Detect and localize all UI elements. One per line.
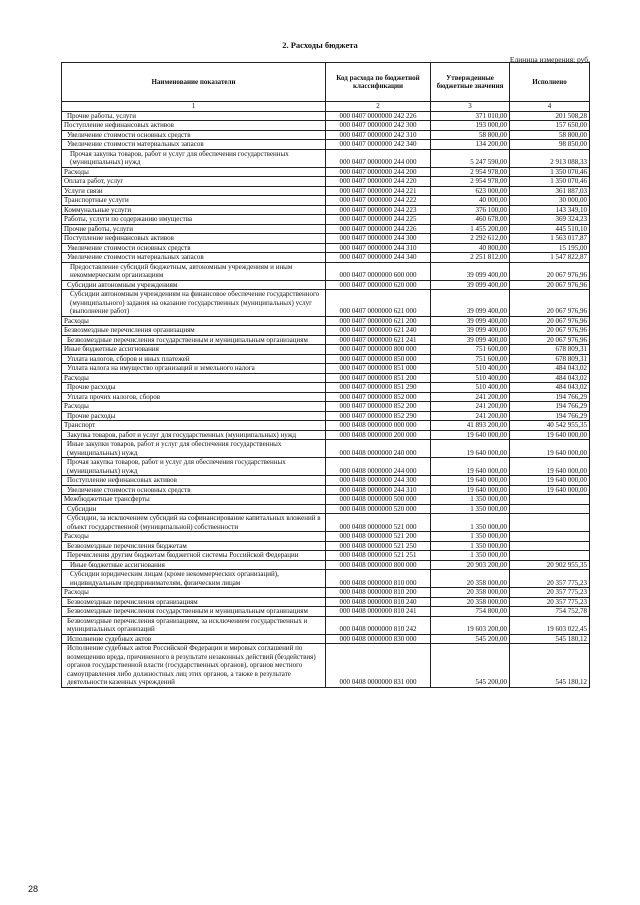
expenses-table: [61, 62, 590, 688]
row-expense-code: 000 0408 0000000 831 000: [326, 644, 431, 688]
row-executed-amount: 754 752,78: [510, 607, 590, 617]
row-executed-amount: 194 766,29: [510, 411, 590, 421]
row-name: Закупка товаров, работ и услуг для государственных (муниципальных) нужд: [62, 430, 326, 440]
row-approved-amount: 2 954 978,00: [431, 167, 510, 177]
row-approved-amount: 134 200,00: [431, 140, 510, 150]
row-name: Безвозмездные перечисления государственным и муниципальным организациям: [62, 335, 326, 345]
row-expense-code: 000 0407 0000000 244 220: [326, 177, 431, 187]
row-approved-amount: 19 603 200,00: [431, 616, 510, 634]
row-executed-amount: 545 180,12: [510, 644, 590, 688]
row-executed-amount: 20 357 775,23: [510, 597, 590, 607]
row-name: Субсидии юридическим лицам (кроме некоммерческих организаций), индивидуальным предпринимателям, физическим лицам: [62, 570, 326, 588]
table-row: [62, 205, 590, 215]
row-approved-amount: 751 600,00: [431, 345, 510, 355]
row-name: Исполнение судебных актов: [62, 634, 326, 644]
table-row: [62, 316, 590, 326]
row-executed-amount: [510, 514, 590, 532]
row-executed-amount: [510, 532, 590, 542]
row-executed-amount: 20 067 976,96: [510, 335, 590, 345]
table-row: [62, 532, 590, 542]
row-expense-code: 000 0408 0000000 810 242: [326, 616, 431, 634]
row-approved-amount: 39 099 400,00: [431, 316, 510, 326]
row-executed-amount: 194 766,29: [510, 392, 590, 402]
table-row: [62, 607, 590, 617]
row-name: Расходы: [62, 402, 326, 412]
row-executed-amount: 20 067 976,96: [510, 316, 590, 326]
row-approved-amount: 751 600,00: [431, 354, 510, 364]
table-row: [62, 476, 590, 486]
row-name: Увеличение стоимости основных средств: [62, 130, 326, 140]
row-approved-amount: 40 000,00: [431, 196, 510, 206]
row-expense-code: 000 0407 0000000 244 000: [326, 149, 431, 167]
row-expense-code: 000 0407 0000000 851 200: [326, 373, 431, 383]
table-row: [62, 224, 590, 234]
table-row: [62, 167, 590, 177]
row-name: Поступление нефинансовых активов: [62, 476, 326, 486]
table-row: [62, 570, 590, 588]
row-name: Уплата налога на имущество организаций и земельного налога: [62, 364, 326, 374]
table-row: [62, 253, 590, 263]
row-expense-code: 000 0407 0000000 851 290: [326, 383, 431, 393]
row-expense-code: 000 0407 0000000 244 310: [326, 243, 431, 253]
row-name: Расходы: [62, 167, 326, 177]
row-name: Уплата прочих налогов, сборов: [62, 392, 326, 402]
row-expense-code: 000 0408 0000000 240 000: [326, 440, 431, 458]
table-row: [62, 111, 590, 121]
row-approved-amount: 460 678,00: [431, 215, 510, 225]
row-approved-amount: 1 350 000,00: [431, 532, 510, 542]
page-number: 28: [28, 884, 39, 894]
table-row: [62, 373, 590, 383]
header-executed: Исполнено: [510, 63, 590, 102]
row-executed-amount: 19 640 000,00: [510, 430, 590, 440]
table-row: [62, 354, 590, 364]
row-executed-amount: 1 350 070,46: [510, 177, 590, 187]
column-number-row: [62, 102, 590, 112]
table-row: [62, 130, 590, 140]
row-name: Транспорт: [62, 421, 326, 431]
row-name: Иные закупки товаров, работ и услуг для обеспечения государственных (муниципальных) нужд: [62, 440, 326, 458]
row-name: Иные бюджетные ассигнования: [62, 345, 326, 355]
row-name: Межбюджетные трансферты: [62, 495, 326, 505]
row-expense-code: 000 0407 0000000 621 200: [326, 316, 431, 326]
row-expense-code: 000 0408 0000000 810 241: [326, 607, 431, 617]
row-executed-amount: 2 913 088,33: [510, 149, 590, 167]
row-approved-amount: 371 010,00: [431, 111, 510, 121]
column-number: 3: [431, 102, 510, 112]
table-row: [62, 290, 590, 317]
row-name: Перечисления другим бюджетам бюджетной системы Российской Федерации: [62, 551, 326, 561]
row-approved-amount: 2 251 812,00: [431, 253, 510, 263]
row-approved-amount: 241 200,00: [431, 402, 510, 412]
section-title: 2. Расходы бюджета: [282, 40, 358, 50]
row-executed-amount: 20 357 775,23: [510, 570, 590, 588]
row-executed-amount: [510, 495, 590, 505]
row-approved-amount: 5 247 590,00: [431, 149, 510, 167]
table-row: [62, 121, 590, 131]
table-row: [62, 597, 590, 607]
table-header-row: [62, 63, 590, 102]
row-executed-amount: 20 067 976,96: [510, 262, 590, 280]
row-executed-amount: 484 043,02: [510, 383, 590, 393]
row-name: Прочая закупка товаров, работ и услуг для обеспечения государственных (муниципальных) нужд: [62, 458, 326, 476]
row-executed-amount: 19 640 000,00: [510, 440, 590, 458]
table-row: [62, 504, 590, 514]
row-expense-code: 000 0407 0000000 242 300: [326, 121, 431, 131]
row-expense-code: 000 0407 0000000 850 000: [326, 354, 431, 364]
row-approved-amount: 754 800,00: [431, 607, 510, 617]
row-executed-amount: 157 650,00: [510, 121, 590, 131]
table-row: [62, 616, 590, 634]
table-row: [62, 541, 590, 551]
row-name: Увеличение стоимости основных средств: [62, 243, 326, 253]
row-name: Расходы: [62, 316, 326, 326]
row-expense-code: 000 0408 0000000 244 300: [326, 476, 431, 486]
row-approved-amount: 1 350 000,00: [431, 495, 510, 505]
row-approved-amount: 20 358 000,00: [431, 597, 510, 607]
row-approved-amount: 19 640 000,00: [431, 458, 510, 476]
row-expense-code: 000 0407 0000000 242 340: [326, 140, 431, 150]
row-expense-code: 000 0407 0000000 621 000: [326, 290, 431, 317]
row-name: Поступление нефинансовых активов: [62, 234, 326, 244]
row-expense-code: 000 0408 0000000 830 000: [326, 634, 431, 644]
row-approved-amount: 2 954 978,00: [431, 177, 510, 187]
row-expense-code: 000 0407 0000000 852 290: [326, 411, 431, 421]
row-approved-amount: 41 893 200,00: [431, 421, 510, 431]
row-expense-code: 000 0407 0000000 244 340: [326, 253, 431, 263]
row-expense-code: 000 0407 0000000 244 300: [326, 234, 431, 244]
row-name: Работы, услуги по содержанию имущества: [62, 215, 326, 225]
row-approved-amount: 20 358 000,00: [431, 588, 510, 598]
row-expense-code: 000 0408 0000000 000 000: [326, 421, 431, 431]
row-expense-code: 000 0408 0000000 244 310: [326, 485, 431, 495]
row-approved-amount: 1 350 000,00: [431, 514, 510, 532]
table-row: [62, 644, 590, 688]
table-row: [62, 149, 590, 167]
row-executed-amount: 678 809,31: [510, 354, 590, 364]
row-executed-amount: 484 043,02: [510, 373, 590, 383]
row-approved-amount: 39 099 400,00: [431, 290, 510, 317]
row-expense-code: 000 0407 0000000 244 225: [326, 215, 431, 225]
row-approved-amount: 1 350 000,00: [431, 504, 510, 514]
row-executed-amount: 19 640 000,00: [510, 476, 590, 486]
row-expense-code: 000 0407 0000000 621 240: [326, 326, 431, 336]
row-approved-amount: 623 000,00: [431, 186, 510, 196]
row-expense-code: 000 0407 0000000 621 241: [326, 335, 431, 345]
header-expense-code: Код расхода по бюджетной классификации: [326, 63, 431, 102]
row-expense-code: 000 0407 0000000 800 000: [326, 345, 431, 355]
row-name: Предоставление субсидий бюджетным, автономным учреждениям и иным некоммерческим организациям: [62, 262, 326, 280]
row-expense-code: 000 0408 0000000 521 250: [326, 541, 431, 551]
row-expense-code: 000 0407 0000000 852 200: [326, 402, 431, 412]
row-name: Транспортные услуги: [62, 196, 326, 206]
row-expense-code: 000 0407 0000000 244 222: [326, 196, 431, 206]
column-number: 4: [510, 102, 590, 112]
table-row: [62, 335, 590, 345]
row-executed-amount: 19 640 000,00: [510, 485, 590, 495]
row-approved-amount: 193 000,00: [431, 121, 510, 131]
table-row: [62, 495, 590, 505]
table-row: [62, 402, 590, 412]
row-executed-amount: 20 357 775,23: [510, 588, 590, 598]
row-approved-amount: 241 200,00: [431, 411, 510, 421]
row-approved-amount: 510 400,00: [431, 364, 510, 374]
row-name: Прочие расходы: [62, 411, 326, 421]
table-row: [62, 243, 590, 253]
row-name: Безвозмездные перечисления организациям: [62, 597, 326, 607]
row-name: Безвозмездные перечисления организациям, за исключением государственных и муниципальных организаций: [62, 616, 326, 634]
row-expense-code: 000 0408 0000000 521 251: [326, 551, 431, 561]
row-expense-code: 000 0407 0000000 851 000: [326, 364, 431, 374]
row-executed-amount: 1 547 822,87: [510, 253, 590, 263]
row-name: Субсидии автономным учреждениям на финансовое обеспечение государственного (муниципального) задания на оказание государственных (муниципальных) услуг (выполнение работ): [62, 290, 326, 317]
row-name: Уплата налогов, сборов и иных платежей: [62, 354, 326, 364]
row-expense-code: 000 0408 0000000 244 000: [326, 458, 431, 476]
row-executed-amount: 15 195,00: [510, 243, 590, 253]
row-approved-amount: 20 903 200,00: [431, 560, 510, 570]
row-expense-code: 000 0408 0000000 810 000: [326, 570, 431, 588]
table-row: [62, 234, 590, 244]
row-expense-code: 000 0407 0000000 244 200: [326, 167, 431, 177]
row-name: Увеличение стоимости материальных запасов: [62, 140, 326, 150]
table-row: [62, 560, 590, 570]
row-name: Субсидии автономным учреждениям: [62, 280, 326, 290]
table-row: [62, 186, 590, 196]
row-name: Субсидии, за исключением субсидий на софинансирование капитальных вложений в объект государственной (муниципальной) собственности: [62, 514, 326, 532]
row-executed-amount: 19 603 022,45: [510, 616, 590, 634]
row-name: Безвозмездные перечисления бюджетам: [62, 541, 326, 551]
table-row: [62, 140, 590, 150]
table-row: [62, 345, 590, 355]
column-number: 1: [62, 102, 326, 112]
row-expense-code: 000 0407 0000000 852 000: [326, 392, 431, 402]
row-executed-amount: 98 850,00: [510, 140, 590, 150]
row-name: Иные бюджетные ассигнования: [62, 560, 326, 570]
row-expense-code: 000 0407 0000000 242 310: [326, 130, 431, 140]
table-row: [62, 383, 590, 393]
row-executed-amount: [510, 541, 590, 551]
row-approved-amount: 19 640 000,00: [431, 440, 510, 458]
table-row: [62, 421, 590, 431]
row-executed-amount: 678 809,31: [510, 345, 590, 355]
row-approved-amount: 376 100,00: [431, 205, 510, 215]
row-name: Увеличение стоимости материальных запасов: [62, 253, 326, 263]
row-expense-code: 000 0407 0000000 244 223: [326, 205, 431, 215]
row-name: Прочие работы, услуги: [62, 224, 326, 234]
row-executed-amount: 484 043,02: [510, 364, 590, 374]
row-approved-amount: 241 200,00: [431, 392, 510, 402]
row-approved-amount: 510 400,00: [431, 383, 510, 393]
row-executed-amount: 143 349,10: [510, 205, 590, 215]
row-executed-amount: 20 067 976,96: [510, 280, 590, 290]
row-name: Увеличение стоимости основных средств: [62, 485, 326, 495]
table-row: [62, 551, 590, 561]
row-executed-amount: 20 067 976,96: [510, 326, 590, 336]
row-expense-code: 000 0408 0000000 810 240: [326, 597, 431, 607]
row-executed-amount: 30 000,00: [510, 196, 590, 206]
row-name: Услуги связи: [62, 186, 326, 196]
row-approved-amount: 2 292 612,00: [431, 234, 510, 244]
row-approved-amount: 545 200,00: [431, 634, 510, 644]
row-approved-amount: 39 099 400,00: [431, 262, 510, 280]
table-row: [62, 364, 590, 374]
header-approved-values: Утвержденные бюджетные значения: [431, 63, 510, 102]
table-row: [62, 280, 590, 290]
table-row: [62, 514, 590, 532]
row-expense-code: 000 0408 0000000 520 000: [326, 504, 431, 514]
row-name: Безвозмездные перечисления государственным и муниципальным организациям: [62, 607, 326, 617]
row-executed-amount: [510, 504, 590, 514]
row-executed-amount: 1 350 070,46: [510, 167, 590, 177]
row-executed-amount: 194 766,29: [510, 402, 590, 412]
table-row: [62, 588, 590, 598]
row-name: Расходы: [62, 588, 326, 598]
row-expense-code: 000 0408 0000000 521 200: [326, 532, 431, 542]
row-name: Прочие работы, услуги: [62, 111, 326, 121]
row-expense-code: 000 0407 0000000 620 000: [326, 280, 431, 290]
row-approved-amount: 19 640 000,00: [431, 476, 510, 486]
row-executed-amount: 58 800,00: [510, 130, 590, 140]
row-approved-amount: 58 800,00: [431, 130, 510, 140]
row-name: Расходы: [62, 532, 326, 542]
row-approved-amount: 510 400,00: [431, 373, 510, 383]
table-row: [62, 392, 590, 402]
row-approved-amount: 545 200,00: [431, 644, 510, 688]
table-body: [62, 111, 590, 687]
table-row: [62, 262, 590, 280]
row-expense-code: 000 0408 0000000 800 000: [326, 560, 431, 570]
row-expense-code: 000 0407 0000000 242 226: [326, 111, 431, 121]
row-expense-code: 000 0407 0000000 244 221: [326, 186, 431, 196]
unit-of-measure: Единица измерения: руб.: [509, 55, 590, 64]
row-approved-amount: 19 640 000,00: [431, 430, 510, 440]
row-expense-code: 000 0408 0000000 500 000: [326, 495, 431, 505]
row-expense-code: 000 0408 0000000 521 000: [326, 514, 431, 532]
row-executed-amount: 361 887,03: [510, 186, 590, 196]
table-row: [62, 458, 590, 476]
row-name: Поступление нефинансовых активов: [62, 121, 326, 131]
table-row: [62, 430, 590, 440]
table-row: [62, 177, 590, 187]
row-executed-amount: 1 563 017,87: [510, 234, 590, 244]
row-name: Безвозмездные перечисления организациям: [62, 326, 326, 336]
row-name: Оплата работ, услуг: [62, 177, 326, 187]
row-approved-amount: 39 099 400,00: [431, 335, 510, 345]
row-executed-amount: [510, 551, 590, 561]
row-expense-code: 000 0407 0000000 600 000: [326, 262, 431, 280]
column-number: 2: [326, 102, 431, 112]
row-executed-amount: 201 508,28: [510, 111, 590, 121]
row-executed-amount: 20 902 955,35: [510, 560, 590, 570]
table-row: [62, 196, 590, 206]
row-approved-amount: 40 800,00: [431, 243, 510, 253]
header-indicator-name: Наименование показатели: [62, 63, 326, 102]
row-approved-amount: 39 099 400,00: [431, 326, 510, 336]
row-expense-code: 000 0408 0000000 810 200: [326, 588, 431, 598]
table-row: [62, 485, 590, 495]
table-row: [62, 634, 590, 644]
row-name: Прочая закупка товаров, работ и услуг для обеспечения государственных (муниципальных) нужд: [62, 149, 326, 167]
row-executed-amount: 19 640 000,00: [510, 458, 590, 476]
table-row: [62, 215, 590, 225]
row-approved-amount: 1 350 000,00: [431, 551, 510, 561]
row-executed-amount: 369 324,23: [510, 215, 590, 225]
row-approved-amount: 1 350 000,00: [431, 541, 510, 551]
row-executed-amount: 445 510,10: [510, 224, 590, 234]
row-executed-amount: 20 067 976,96: [510, 290, 590, 317]
row-approved-amount: 20 358 000,00: [431, 570, 510, 588]
row-name: Расходы: [62, 373, 326, 383]
row-name: Исполнение судебных актов Российской Федерации и мировых соглашений по возмещению вреда, причиненного в результате незаконных действий (бездействия) органов государственной власти (государственных органов), органов местного самоуправления либо должностных лиц этих органов, а также в результате деятельности казенных учреждений: [62, 644, 326, 688]
row-approved-amount: 19 640 000,00: [431, 485, 510, 495]
row-name: Субсидии: [62, 504, 326, 514]
row-expense-code: 000 0408 0000000 200 000: [326, 430, 431, 440]
row-approved-amount: 39 099 400,00: [431, 280, 510, 290]
row-executed-amount: 40 542 955,35: [510, 421, 590, 431]
row-approved-amount: 1 455 200,00: [431, 224, 510, 234]
table-row: [62, 326, 590, 336]
row-executed-amount: 545 180,12: [510, 634, 590, 644]
table-row: [62, 411, 590, 421]
row-name: Прочие расходы: [62, 383, 326, 393]
row-expense-code: 000 0407 0000000 244 226: [326, 224, 431, 234]
table-row: [62, 440, 590, 458]
row-name: Коммунальные услуги: [62, 205, 326, 215]
